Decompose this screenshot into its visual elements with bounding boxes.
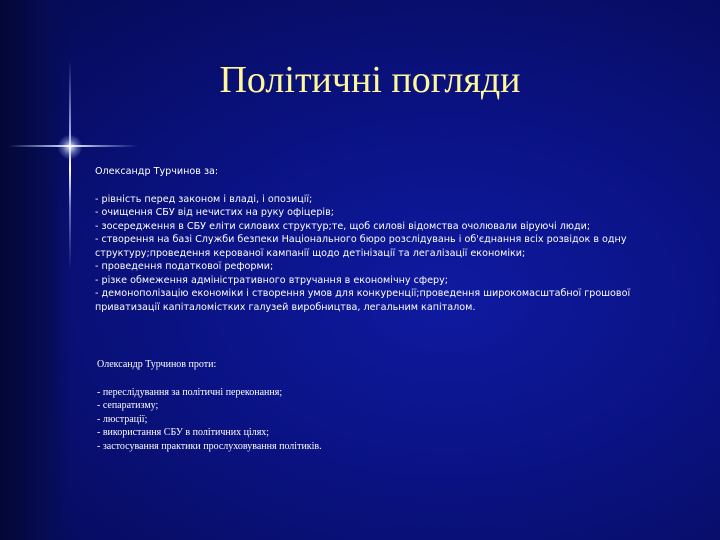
pro-item: - очищення СБУ від нечистих на руку офіцерів;	[95, 207, 334, 218]
contra-item: - застосування практики прослуховування політиків.	[97, 440, 322, 452]
pro-item: - зосередження в СБУ еліти силових структур;те, щоб силові відомства очолювали віруючі люди;	[95, 220, 591, 232]
contra-item: - люстрації;	[97, 413, 148, 425]
pro-section-heading: Олександр Турчинов за:	[95, 166, 219, 177]
pro-item: - створення на базі Служби безпеки Національного бюро розслідувань і об'єднання всіх розвідок в одну структуру;проведення керованої кампанії щодо детінізації та легалізації економіки;	[95, 234, 627, 259]
contra-section	[97, 358, 517, 453]
contra-item: - використання СБУ в політичних цілях;	[97, 427, 270, 438]
pro-item: - різке обмеження адміністративного втручання в економічну сферу;	[95, 274, 449, 286]
pro-item: - проведення податкової реформи;	[95, 261, 274, 272]
slide-title: Політичні погляди	[219, 59, 521, 101]
pro-item: - демонополізацію економіки і створення умов для конкуренції;проведення широкомасштабної грошової приватизації капіталомістких галузей виробництва, легальним капіталом.	[95, 288, 631, 313]
contra-section-heading: Олександр Турчинов проти:	[97, 359, 217, 370]
pro-item: - рівність перед законом і владі, і опозиції;	[95, 193, 313, 205]
lens-flare-glow	[58, 135, 82, 159]
pro-section	[95, 165, 655, 314]
contra-item: - сепаратизму;	[97, 400, 159, 411]
contra-item: - переслідування за політичні переконання;	[97, 386, 283, 398]
